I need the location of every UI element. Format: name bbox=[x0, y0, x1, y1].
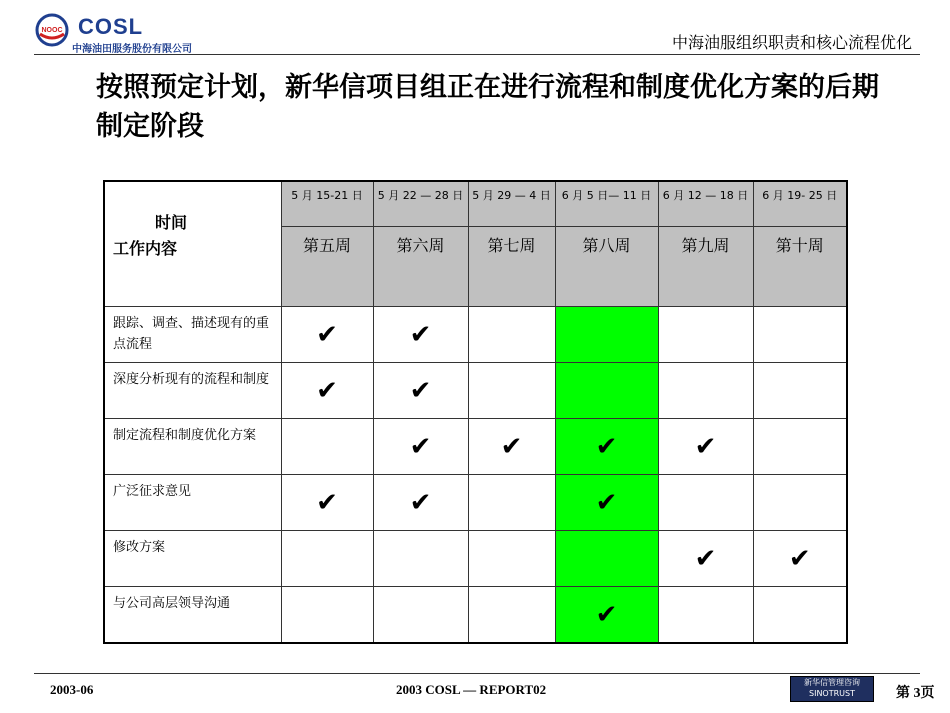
check-icon: ✔ bbox=[316, 487, 338, 518]
check-icon-cell bbox=[658, 419, 753, 475]
check-icon-cell bbox=[281, 475, 373, 531]
empty-cell bbox=[468, 307, 555, 363]
empty-cell bbox=[658, 363, 753, 419]
check-icon: ✔ bbox=[694, 543, 717, 574]
column-date: 5 月 15-21 日 bbox=[281, 181, 373, 227]
task-label: 修改方案 bbox=[104, 531, 281, 587]
check-icon: ✔ bbox=[409, 319, 432, 350]
check-icon-cell bbox=[555, 475, 658, 531]
empty-cell bbox=[468, 587, 555, 644]
header-title: 中海油服组织职责和核心流程优化 bbox=[671, 33, 912, 52]
check-icon: ✔ bbox=[595, 599, 618, 630]
task-label: 制定流程和制度优化方案 bbox=[104, 419, 281, 475]
empty-cell bbox=[281, 419, 373, 475]
empty-cell bbox=[555, 531, 658, 587]
table-corner-header bbox=[104, 181, 281, 307]
page-number: 第 3页 bbox=[896, 686, 935, 701]
footer-date: 2003-06 bbox=[50, 682, 94, 697]
check-icon-cell bbox=[281, 307, 373, 363]
column-date: 6 月 19- 25 日 bbox=[753, 181, 847, 227]
check-icon: ✔ bbox=[316, 375, 338, 406]
check-icon: ✔ bbox=[788, 543, 811, 574]
check-icon: ✔ bbox=[409, 375, 432, 406]
table-row bbox=[104, 307, 847, 363]
check-icon: ✔ bbox=[694, 431, 717, 462]
task-label: 跟踪、调查、描述现有的重点流程 bbox=[104, 307, 281, 363]
check-icon-cell bbox=[373, 419, 468, 475]
empty-cell bbox=[658, 587, 753, 644]
task-label: 广泛征求意见 bbox=[104, 475, 281, 531]
schedule-table bbox=[103, 180, 848, 644]
check-icon: ✔ bbox=[500, 431, 523, 462]
check-icon: ✔ bbox=[409, 431, 432, 462]
logo-word: COSL bbox=[78, 14, 144, 39]
check-icon-cell bbox=[753, 531, 847, 587]
check-icon: ✔ bbox=[409, 487, 432, 518]
empty-cell bbox=[468, 363, 555, 419]
empty-cell bbox=[373, 531, 468, 587]
empty-cell bbox=[753, 363, 847, 419]
column-week: 第九周 bbox=[658, 227, 753, 307]
table-row bbox=[104, 475, 847, 531]
badge-line-1: 新华信管理咨询 bbox=[804, 678, 860, 687]
cosl-emblem-icon bbox=[34, 12, 70, 50]
column-week: 第十周 bbox=[753, 227, 847, 307]
check-icon: ✔ bbox=[595, 431, 618, 462]
column-date: 5 月 29 — 4 日 bbox=[468, 181, 555, 227]
empty-cell bbox=[658, 307, 753, 363]
empty-cell bbox=[281, 531, 373, 587]
check-icon-cell bbox=[468, 419, 555, 475]
column-week: 第六周 bbox=[373, 227, 468, 307]
column-date: 6 月 5 日— 11 日 bbox=[555, 181, 658, 227]
empty-cell bbox=[753, 307, 847, 363]
slide-title: 按照预定计划，新华信项目组正在进行流程和制度优化方案的后期制定阶段 bbox=[96, 72, 879, 142]
table-row bbox=[104, 587, 847, 644]
check-icon-cell bbox=[373, 307, 468, 363]
check-icon-cell bbox=[658, 531, 753, 587]
company-logo bbox=[34, 12, 214, 54]
corner-content-label: 工作内容 bbox=[113, 239, 178, 258]
column-week: 第八周 bbox=[555, 227, 658, 307]
table-row bbox=[104, 419, 847, 475]
check-icon-cell bbox=[555, 419, 658, 475]
empty-cell bbox=[468, 531, 555, 587]
sinotrust-logo bbox=[790, 676, 874, 702]
badge-line-2: SINOTRUST bbox=[809, 689, 855, 698]
empty-cell bbox=[658, 475, 753, 531]
logo-subtitle: 中海油田服务股份有限公司 bbox=[72, 44, 192, 55]
header-divider bbox=[34, 54, 920, 55]
check-icon-cell bbox=[373, 475, 468, 531]
empty-cell bbox=[753, 419, 847, 475]
task-label: 深度分析现有的流程和制度 bbox=[104, 363, 281, 419]
empty-cell bbox=[753, 587, 847, 644]
check-icon-cell bbox=[281, 363, 373, 419]
empty-cell bbox=[555, 307, 658, 363]
column-week: 第五周 bbox=[281, 227, 373, 307]
table-row bbox=[104, 531, 847, 587]
task-label: 与公司高层领导沟通 bbox=[104, 587, 281, 644]
empty-cell bbox=[555, 363, 658, 419]
empty-cell bbox=[468, 475, 555, 531]
logo-mark-text: NOOC bbox=[41, 27, 63, 34]
column-date: 6 月 12 — 18 日 bbox=[658, 181, 753, 227]
empty-cell bbox=[753, 475, 847, 531]
corner-time-label: 时间 bbox=[155, 213, 188, 232]
table-row bbox=[104, 363, 847, 419]
check-icon-cell bbox=[373, 363, 468, 419]
empty-cell bbox=[373, 587, 468, 644]
check-icon-cell bbox=[555, 587, 658, 644]
column-week: 第七周 bbox=[468, 227, 555, 307]
column-date: 5 月 22 — 28 日 bbox=[373, 181, 468, 227]
footer-divider bbox=[34, 673, 920, 674]
footer-report-id: 2003 COSL — REPORT02 bbox=[396, 682, 547, 697]
empty-cell bbox=[281, 587, 373, 644]
check-icon: ✔ bbox=[595, 487, 618, 518]
check-icon: ✔ bbox=[316, 319, 338, 350]
